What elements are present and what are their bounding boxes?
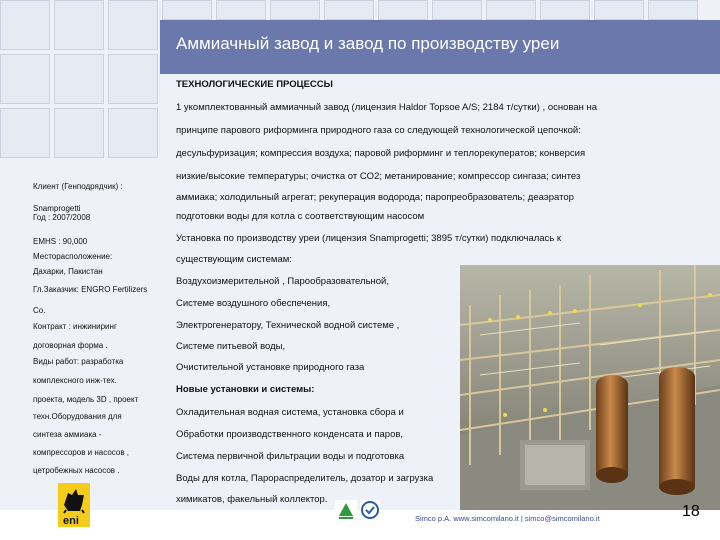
project-info-line: Гл.Заказчик: ENGRO Fertilizers [33, 285, 148, 294]
body-line: существующим системам: [176, 254, 292, 265]
certification-icon [360, 500, 380, 520]
project-info-line: синтеза аммиака - [33, 430, 102, 439]
project-info-line: Snamprogetti [33, 204, 81, 213]
leaf-icon [335, 500, 357, 520]
eni-dog-icon [58, 483, 90, 527]
eni-logo-text: eni [63, 515, 79, 527]
body-line: Очистительной установке природного газа [176, 362, 365, 373]
partner-logo-blue [360, 500, 380, 520]
body-line: Системе воздушного обеспечения, [176, 298, 331, 309]
partner-logo-green [335, 500, 357, 520]
new-systems-heading: Новые установки и системы: [176, 384, 315, 395]
project-info-line: Контракт : инжиниринг [33, 322, 117, 331]
body-line: подготовки воды для котла с соответствующим насосом [176, 211, 425, 222]
project-info-line: проекта, модель 3D , проект [33, 395, 139, 404]
body-line: принципе парового риформинга природного газа со следующей технологической цепочкой: [176, 125, 581, 136]
project-info-line: Год : 2007/2008 [33, 213, 91, 222]
body-line: аммиака; холодильный агрегат; рекуперация водорода; паропреобразователь; деаэратор [176, 192, 574, 203]
project-info-line: Клиент (Генподрядчик) : [33, 182, 123, 191]
project-info-line: техн.Оборудования для [33, 412, 122, 421]
project-info-line: компрессоров и насосов , [33, 448, 130, 457]
body-line: Установка по производству уреи (лицензия Snamprogetti; 3895 т/сутки) подключалась к [176, 233, 562, 244]
section-heading: ТЕХНОЛОГИЧЕСКИЕ ПРОЦЕССЫ [176, 79, 333, 90]
page-number: 18 [682, 503, 700, 520]
project-info-line: договорная форма . [33, 341, 108, 350]
body-line: Системе питьевой воды, [176, 341, 286, 352]
project-info-line: Месторасположение: [33, 252, 113, 261]
body-line: низкие/высокие температуры; очистка от CO2; метанирование; компрессор сингаза; синтез [176, 171, 581, 182]
project-info-line: EMHS : 90,000 [33, 237, 88, 246]
project-info-line: цетробежных насосов . [33, 466, 120, 475]
slide-title: Аммиачный завод и завод по производству уреи [176, 34, 560, 53]
body-line: Электрогенератору, Технической водной системе , [176, 320, 400, 331]
new-systems-line: Воды для котла, Парораспределитель, дозатор и загрузка [176, 473, 434, 484]
new-systems-line: Система первичной фильтрации воды и подготовка [176, 451, 405, 462]
new-systems-line: химикатов, факельный коллектор. [176, 494, 328, 505]
plant-3d-model-image [460, 265, 720, 515]
footer-contacts: Simco p.A. www.simcomilano.it | simco@simcomilano.it [415, 514, 600, 523]
project-info-line: Дахарки, Пакистан [33, 267, 103, 276]
body-line: Воздухоизмерительной , Парообразовательной, [176, 276, 389, 287]
body-line: 1 укомплектованный аммиачный завод (лицензия Haldor Topsoe A/S; 2184 т/сутки) , основан на [176, 102, 598, 113]
new-systems-line: Охладительная водная система, установка сбора и [176, 407, 404, 418]
body-line: десульфуризация; компрессия воздуха; паровой риформинг и теплорекуператов; конверсия [176, 148, 586, 159]
project-info-line: комплексного инж-тех. [33, 376, 117, 385]
project-info-line: Co. [33, 306, 46, 315]
new-systems-line: Обработки производственного конденсата и паров, [176, 429, 404, 440]
eni-logo [58, 483, 90, 527]
plant-3d-model-drawing [460, 265, 720, 515]
project-info-line: Виды работ: разработка [33, 357, 124, 366]
